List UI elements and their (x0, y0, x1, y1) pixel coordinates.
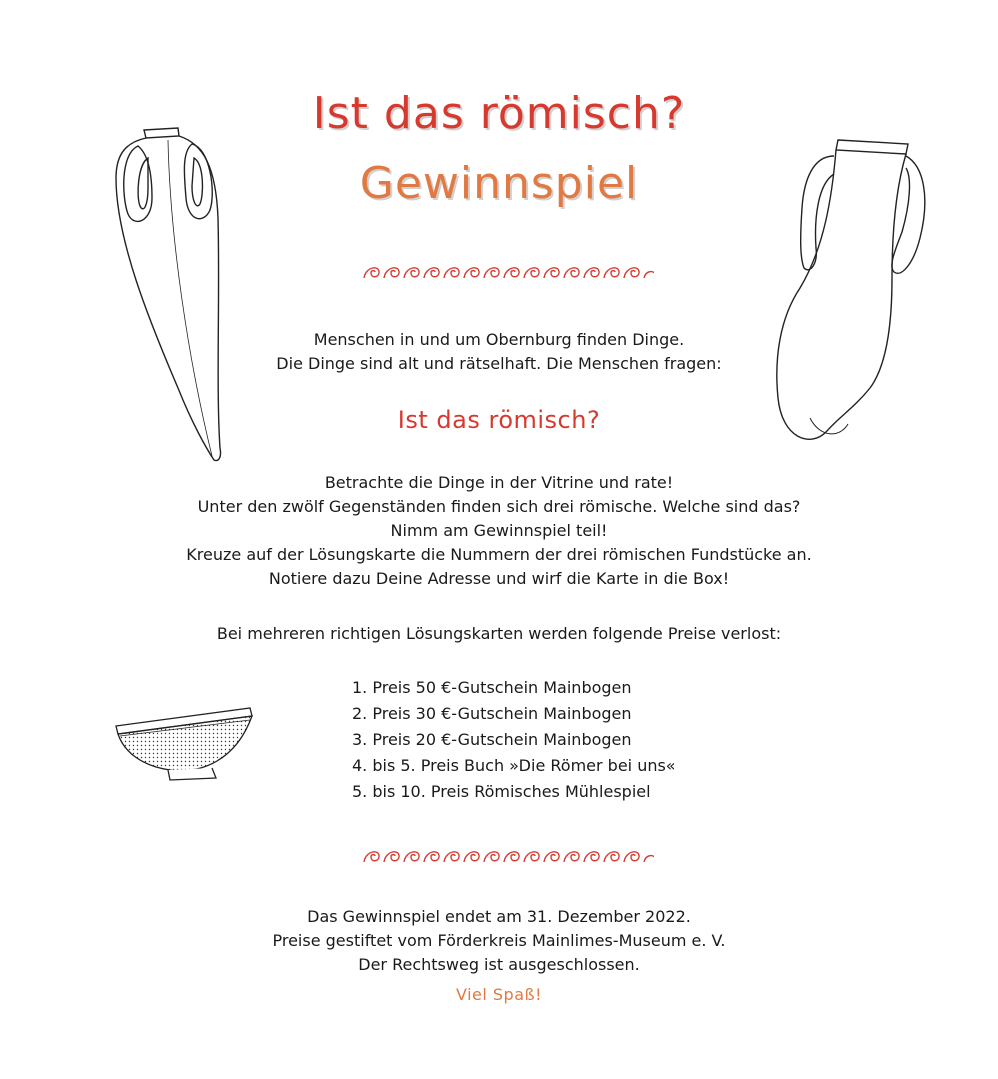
prizes-intro: Bei mehreren richtigen Lösungskarten werden folgende Preise verlost: (216, 624, 782, 643)
wave-scroll (444, 268, 459, 278)
wave-scroll (464, 852, 479, 862)
wave-scroll (524, 268, 539, 278)
prize-list (352, 675, 676, 805)
intro-text (0, 328, 998, 376)
wave-scroll (544, 852, 559, 862)
bowl-icon (112, 704, 258, 784)
wave-scroll (544, 268, 559, 278)
wave-scroll (484, 268, 499, 278)
page-title: Ist das römisch? (312, 88, 686, 139)
wave-scroll (584, 268, 599, 278)
footer-line: Preise gestiftet vom Förderkreis Mainlimes-Museum e. V. (272, 931, 726, 950)
wave-scroll (524, 852, 539, 862)
prize-item: 1. Preis 50 €-Gutschein Mainbogen (352, 678, 632, 697)
wave-end (644, 272, 654, 278)
wave-scroll (564, 852, 579, 862)
footer-text (0, 905, 998, 977)
wave-ornament-icon (358, 846, 654, 868)
wave-end (644, 856, 654, 862)
wave-scroll (484, 852, 499, 862)
rules-line: Betrachte die Dinge in der Vitrine und rate! (324, 473, 674, 492)
closing-text: Viel Spaß! (455, 985, 543, 1004)
prize-item: 4. bis 5. Preis Buch »Die Römer bei uns« (352, 756, 676, 775)
wave-scroll (424, 268, 439, 278)
wave-scroll (504, 852, 519, 862)
footer-line: Der Rechtsweg ist ausgeschlossen. (358, 955, 640, 974)
question-heading: Ist das römisch? (397, 406, 601, 434)
wave-scroll (504, 268, 519, 278)
wave-scroll (584, 852, 599, 862)
page-subtitle: Gewinnspiel (359, 158, 639, 209)
wave-scroll (424, 852, 439, 862)
wave-scroll (444, 852, 459, 862)
prize-item: 2. Preis 30 €-Gutschein Mainbogen (352, 704, 632, 723)
rules-line: Kreuze auf der Lösungskarte die Nummern der drei römischen Fundstücke an. (186, 545, 812, 564)
rules-text (0, 471, 998, 591)
wave-scroll (464, 268, 479, 278)
prize-item: 5. bis 10. Preis Römisches Mühlespiel (352, 782, 651, 801)
intro-line: Die Dinge sind alt und rätselhaft. Die Menschen fragen: (276, 354, 722, 373)
rules-line: Notiere dazu Deine Adresse und wirf die Karte in die Box! (268, 569, 730, 588)
rules-line: Nimm am Gewinnspiel teil! (390, 521, 608, 540)
wave-scroll (624, 852, 639, 862)
wave-scroll (604, 268, 619, 278)
wave-ornament-icon (358, 262, 654, 284)
wave-scroll (364, 852, 379, 862)
wave-scroll (624, 268, 639, 278)
rules-line: Unter den zwölf Gegenständen finden sich drei römische. Welche sind das? (197, 497, 801, 516)
footer-line: Das Gewinnspiel endet am 31. Dezember 2022. (307, 907, 691, 926)
wave-scroll (384, 852, 399, 862)
intro-line: Menschen in und um Obernburg finden Dinge. (313, 330, 685, 349)
prize-item: 3. Preis 20 €-Gutschein Mainbogen (352, 730, 632, 749)
wave-scroll (404, 268, 419, 278)
wave-scroll (384, 268, 399, 278)
wave-scroll (604, 852, 619, 862)
wave-scroll (404, 852, 419, 862)
wave-scroll (564, 268, 579, 278)
wave-scroll (364, 268, 379, 278)
